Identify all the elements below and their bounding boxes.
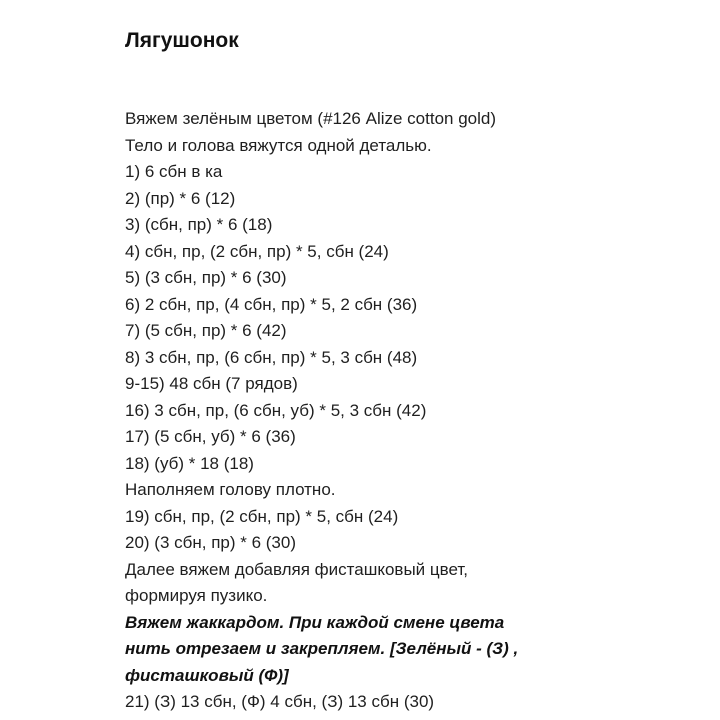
instruction-line: Вяжем зелёным цветом (#126 Alize cotton gold) [125, 109, 497, 128]
instruction-line: 6) 2 сбн, пр, (4 сбн, пр) * 5, 2 сбн (36) [125, 294, 418, 314]
instruction-line: 7) (5 сбн, пр) * 6 (42) [125, 321, 287, 340]
pattern-page [125, 28, 705, 716]
instruction-line: 17) (5 сбн, уб) * 6 (36) [125, 427, 296, 446]
instruction-line: 21) (З) 13 сбн, (Ф) 4 сбн, (З) 13 сбн (30) [125, 692, 435, 711]
instruction-line: 8) 3 сбн, пр, (6 сбн, пр) * 5, 3 сбн (48) [125, 347, 418, 367]
page-title: Лягушонок [125, 29, 239, 52]
instruction-line: 9-15) 48 сбн (7 рядов) [125, 374, 298, 393]
pattern-instructions [125, 106, 705, 716]
instruction-line: 5) (3 сбн, пр) * 6 (30) [125, 268, 287, 287]
instruction-note-line: Вяжем жаккардом. При каждой смене цвета [125, 612, 505, 632]
instruction-line: формируя пузико. [125, 586, 268, 605]
instruction-line: 16) 3 сбн, пр, (6 сбн, уб) * 5, 3 сбн (42) [125, 400, 427, 420]
instruction-line: 1) 6 сбн в ка [125, 162, 223, 181]
instruction-line: Наполняем голову плотно. [125, 480, 336, 499]
instruction-line: Тело и голова вяжутся одной деталью. [125, 135, 432, 155]
instruction-line: 18) (уб) * 18 (18) [125, 453, 254, 473]
instruction-line: 3) (сбн, пр) * 6 (18) [125, 215, 273, 234]
instruction-line: 19) сбн, пр, (2 сбн, пр) * 5, сбн (24) [125, 506, 399, 526]
instruction-line: 20) (3 сбн, пр) * 6 (30) [125, 533, 296, 552]
instruction-line: 2) (пр) * 6 (12) [125, 188, 236, 208]
instruction-note-line: фисташковый (Ф)] [125, 665, 289, 685]
instruction-note-line: нить отрезаем и закрепляем. [Зелёный - (З) , [125, 639, 519, 658]
instruction-line: Далее вяжем добавляя фисташковый цвет, [125, 559, 468, 579]
instruction-line: 4) сбн, пр, (2 сбн, пр) * 5, сбн (24) [125, 241, 389, 261]
